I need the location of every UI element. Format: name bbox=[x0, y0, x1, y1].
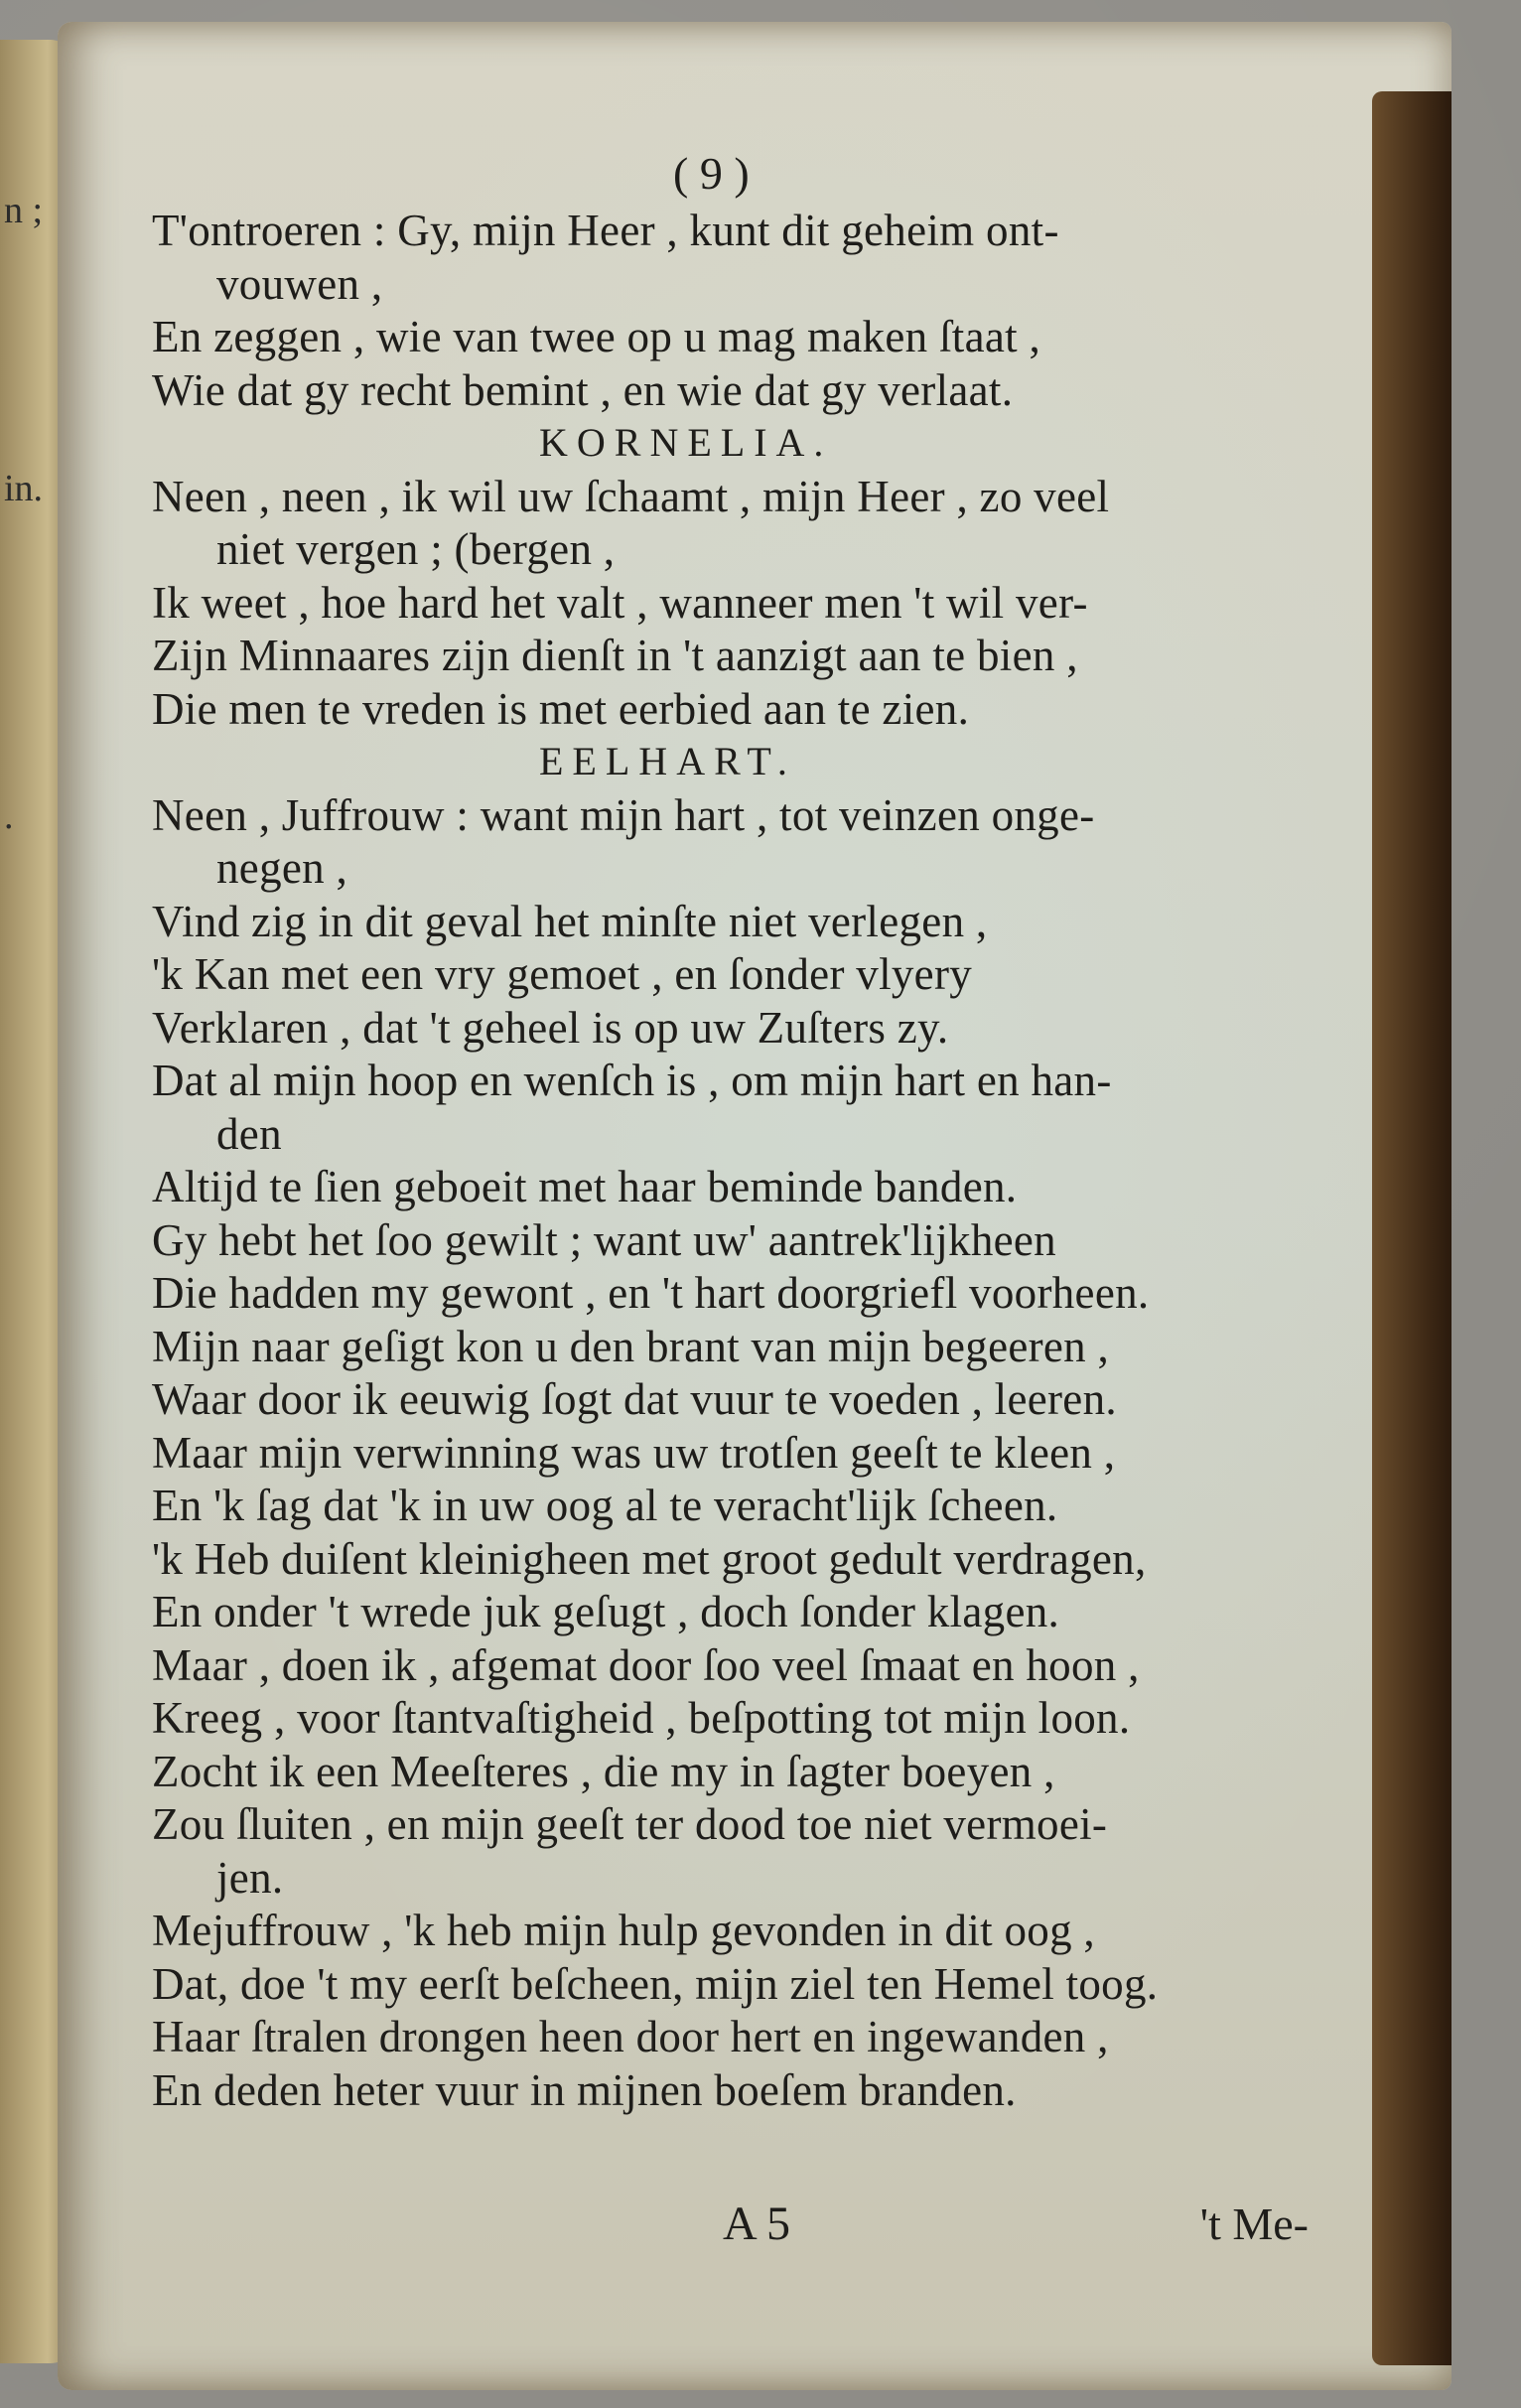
margin-fragment: in. bbox=[4, 468, 44, 509]
verse-line: Ik weet , hoe hard het valt , wanneer men 't wil ver- bbox=[152, 578, 1088, 628]
verse-line: En onder 't wrede juk geſugt , doch ſonder klagen. bbox=[152, 1587, 1060, 1636]
book-page bbox=[58, 22, 1452, 2390]
margin-fragment: n ; bbox=[4, 190, 44, 231]
verse-line: Neen , neen , ik wil uw ſchaamt , mijn Heer , zo veel bbox=[152, 472, 1110, 521]
verse-line: negen , bbox=[216, 843, 348, 893]
verse-line: jen. bbox=[216, 1853, 284, 1903]
verse-line: Waar door ik eeuwig ſogt dat vuur te voeden , leeren. bbox=[152, 1374, 1117, 1424]
speaker-name: KORNELIA. bbox=[539, 420, 833, 465]
verse-line: Die men te vreden is met eerbied aan te zien. bbox=[152, 684, 970, 734]
verse-line: Neen , Juffrouw : want mijn hart , tot veinzen onge- bbox=[152, 790, 1095, 840]
verse-line: den bbox=[216, 1109, 282, 1159]
catchword: 't Me- bbox=[1199, 2198, 1309, 2249]
verse-line: Mejuffrouw , 'k heb mijn hulp gevonden in dit oog , bbox=[152, 1906, 1095, 1955]
verse-line: Kreeg , voor ſtantvaſtigheid , beſpotting tot mijn loon. bbox=[152, 1693, 1131, 1743]
verse-line: En deden heter vuur in mijnen boeſem branden. bbox=[152, 2065, 1017, 2115]
verse-line: Dat, doe 't my eerſt beſcheen, mijn ziel ten Hemel toog. bbox=[152, 1959, 1159, 2009]
page-header: ( 9 ) bbox=[673, 148, 750, 199]
verse-line: 'k Kan met een vry gemoet , en ſonder vlyery bbox=[152, 949, 973, 999]
verse-line: niet vergen ; (bergen , bbox=[216, 524, 616, 574]
verse-line: 'k Heb duiſent kleinigheen met groot gedult verdragen, bbox=[152, 1534, 1147, 1584]
verse-line: Wie dat gy recht bemint , en wie dat gy verlaat. bbox=[152, 365, 1014, 415]
verse-line: Zou ſluiten , en mijn geeſt ter dood toe niet vermoei- bbox=[152, 1799, 1108, 1849]
verse-line: Altijd te ſien geboeit met haar beminde banden. bbox=[152, 1162, 1018, 1211]
verse-line: Dat al mijn hoop en wenſch is , om mijn hart en han- bbox=[152, 1056, 1112, 1105]
verse-line: En 'k ſag dat 'k in uw oog al te veracht'lijk ſcheen. bbox=[152, 1481, 1058, 1530]
verse-line: Zocht ik een Meeſteres , die my in ſagter boeyen , bbox=[152, 1747, 1055, 1796]
speaker-name: EELHART. bbox=[539, 739, 796, 783]
verse-line: Gy hebt het ſoo gewilt ; want uw' aantrek'lijkheen bbox=[152, 1215, 1056, 1265]
verse-line: Zijn Minnaares zijn dienſt in 't aanzigt aan te bien , bbox=[152, 631, 1078, 680]
verse-line: En zeggen , wie van twee op u mag maken ſtaat , bbox=[152, 312, 1041, 361]
verse-line: Maar , doen ik , afgemat door ſoo veel ſmaat en hoon , bbox=[152, 1640, 1140, 1690]
verse-line: Verklaren , dat 't geheel is op uw Zuſters zy. bbox=[152, 1003, 949, 1053]
verse-line: Die hadden my gewont , en 't hart doorgriefl voorheen. bbox=[152, 1268, 1150, 1318]
verse-line: Maar mijn verwinning was uw trotſen geeſt te kleen , bbox=[152, 1428, 1116, 1478]
margin-fragment: . bbox=[4, 795, 14, 837]
signature-mark: A 5 bbox=[723, 2197, 791, 2250]
verse-line: Mijn naar geſigt kon u den brant van mijn begeeren , bbox=[152, 1322, 1110, 1371]
verse-line: Haar ſtralen drongen heen door hert en ingewanden , bbox=[152, 2012, 1109, 2061]
verse-line: T'ontroeren : Gy, mijn Heer , kunt dit geheim ont- bbox=[152, 206, 1059, 255]
page-text bbox=[97, 22, 1398, 2390]
verse-line: Vind zig in dit geval het minſte niet verlegen , bbox=[152, 897, 988, 946]
verse-line: vouwen , bbox=[216, 259, 383, 309]
